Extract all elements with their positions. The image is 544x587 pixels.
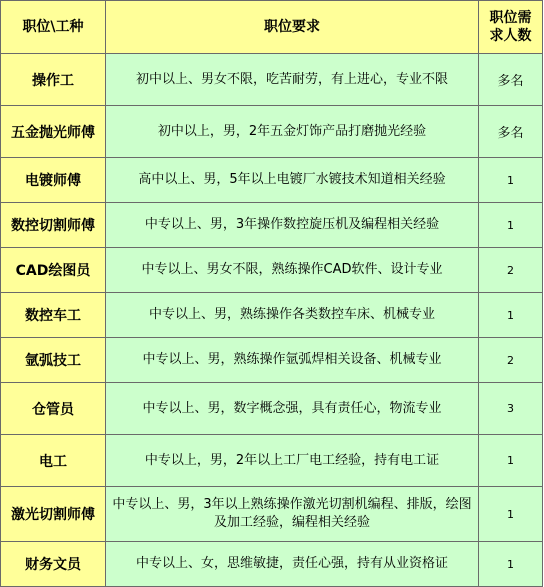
table-row bbox=[1, 435, 543, 487]
count-cell: 1 bbox=[479, 542, 543, 587]
table-row bbox=[1, 248, 543, 293]
count-cell: 多名 bbox=[479, 54, 543, 106]
requirements-cell: 中专以上、男，3年以上熟练操作激光切割机编程、排版，绘图及加工经验，编程相关经验 bbox=[106, 487, 479, 542]
position-cell: 数控切割师傅 bbox=[1, 203, 106, 248]
requirements-cell: 中专以上、男，熟练操作各类数控车床、机械专业 bbox=[106, 293, 479, 338]
position-cell: 五金抛光师傅 bbox=[1, 106, 106, 158]
position-cell: 财务文员 bbox=[1, 542, 106, 587]
requirements-cell: 初中以上、男女不限，吃苦耐劳，有上进心，专业不限 bbox=[106, 54, 479, 106]
position-cell: 数控车工 bbox=[1, 293, 106, 338]
table-row bbox=[1, 158, 543, 203]
requirements-cell: 中专以上、男，数字概念强，具有责任心，物流专业 bbox=[106, 383, 479, 435]
table-row bbox=[1, 54, 543, 106]
header-count bbox=[479, 1, 543, 54]
table-row bbox=[1, 542, 543, 587]
table-row bbox=[1, 383, 543, 435]
count-cell: 1 bbox=[479, 293, 543, 338]
requirements-cell: 中专以上、男女不限，熟练操作CAD软件、设计专业 bbox=[106, 248, 479, 293]
position-cell: 仓管员 bbox=[1, 383, 106, 435]
table-row bbox=[1, 203, 543, 248]
header-count-label: 职位需求人数 bbox=[489, 10, 532, 44]
table-header-row bbox=[1, 1, 543, 54]
count-cell: 2 bbox=[479, 338, 543, 383]
requirements-cell: 初中以上，男，2年五金灯饰产品打磨抛光经验 bbox=[106, 106, 479, 158]
position-cell: 电镀师傅 bbox=[1, 158, 106, 203]
table-row bbox=[1, 106, 543, 158]
position-cell: 操作工 bbox=[1, 54, 106, 106]
position-cell: CAD绘图员 bbox=[1, 248, 106, 293]
table-row bbox=[1, 338, 543, 383]
position-cell: 氩弧技工 bbox=[1, 338, 106, 383]
count-cell: 1 bbox=[479, 435, 543, 487]
count-cell: 多名 bbox=[479, 106, 543, 158]
requirements-cell: 中专以上、女，思维敏捷，责任心强，持有从业资格证 bbox=[106, 542, 479, 587]
count-cell: 1 bbox=[479, 203, 543, 248]
requirements-cell: 高中以上、男，5年以上电镀厂水镀技术知道相关经验 bbox=[106, 158, 479, 203]
count-cell: 1 bbox=[479, 487, 543, 542]
requirements-cell: 中专以上、男，熟练操作氩弧焊相关设备、机械专业 bbox=[106, 338, 479, 383]
count-cell: 1 bbox=[479, 158, 543, 203]
table-row bbox=[1, 293, 543, 338]
header-requirements: 职位要求 bbox=[106, 1, 479, 54]
requirements-cell: 中专以上、男，3年操作数控旋压机及编程相关经验 bbox=[106, 203, 479, 248]
header-position: 职位\工种 bbox=[1, 1, 106, 54]
position-cell: 激光切割师傅 bbox=[1, 487, 106, 542]
count-cell: 2 bbox=[479, 248, 543, 293]
position-cell: 电工 bbox=[1, 435, 106, 487]
count-cell: 3 bbox=[479, 383, 543, 435]
requirements-cell: 中专以上，男，2年以上工厂电工经验，持有电工证 bbox=[106, 435, 479, 487]
table-row bbox=[1, 487, 543, 542]
